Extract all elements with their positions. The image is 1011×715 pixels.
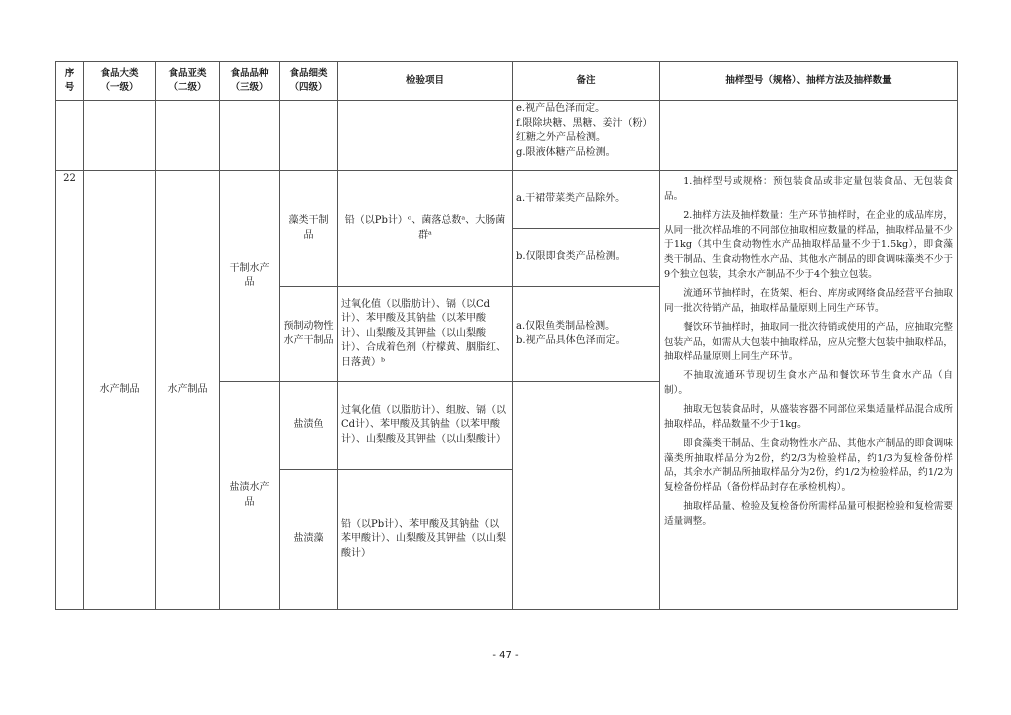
header-seq: 序 号 <box>56 62 84 101</box>
row-cat3-dried: 干制水产 品 <box>220 171 280 382</box>
remarks-salted-empty <box>513 382 660 610</box>
cont-cat3-cell <box>220 101 280 171</box>
cat4-algae-dried: 藻类干制 品 <box>280 171 338 287</box>
items-salted-algae: 铅（以Pb计）、苯甲酸及其钠盐（以苯甲酸计）、山梨酸及其钾盐（以山梨酸计） <box>338 470 513 610</box>
continuation-row <box>56 101 958 171</box>
cont-cat1-cell <box>84 101 156 171</box>
header-cat4: 食品细类 （四级） <box>280 62 338 101</box>
cont-cat4-cell <box>280 101 338 171</box>
remarks-animal-dried: a.仅限鱼类制品检测。 b.视产品具体色泽而定。 <box>513 287 660 382</box>
row-cat2: 水产制品 <box>156 171 220 610</box>
sampling-paragraph: 1.抽样型号或规格：预包装食品或非定量包装食品、无包装食品。 <box>664 176 953 202</box>
table-row <box>56 171 958 229</box>
items-algae-dried: 铅（以Pb计）ᶜ、菌落总数ᵃ、大肠菌群ᵃ <box>338 171 513 287</box>
header-items: 检验项目 <box>338 62 513 101</box>
cont-remark-line: g.限液体糖产品检测。 <box>516 146 616 158</box>
sampling-paragraph: 抽取无包装食品时，从盛装容器不同部位采集适量样品混合成所抽取样品，样品数量不少于1kg。 <box>664 404 953 430</box>
remark-algae-a: a.干裙带菜类产品除外。 <box>513 171 660 229</box>
row-seq: 22 <box>56 171 84 610</box>
page-number: - 47 - <box>492 650 519 661</box>
remark-algae-b: b.仅限即食类产品检测。 <box>513 229 660 287</box>
sampling-paragraph: 餐饮环节抽样时，抽取同一批次待销或使用的产品，应抽取完整包装产品，如需从大包装中抽取样品，应从完整大包装中抽取样品，抽取样品量原则上同生产环节。 <box>664 321 953 363</box>
sampling-paragraph: 不抽取流通环节现切生食水产品和餐饮环节生食水产品（自制）。 <box>664 370 953 397</box>
sampling-paragraph: 即食藻类干制品、生食动物性水产品、其他水产制品的即食调味藻类所抽取样品分为2份，约2/3为检验样品，约1/3为复检备份样品，其余水产制品所抽取样品分为2份，约1/2为检验样品，约1/2为复检备份样品（备份样品封存在承检机构）。 <box>664 437 953 494</box>
cont-remark-line: 红糖之外产品检测。 <box>516 132 606 143</box>
header-cat2: 食品亚类 （二级） <box>156 62 220 101</box>
cont-seq-cell <box>56 101 84 171</box>
cont-remarks-cell <box>513 101 660 171</box>
header-row <box>56 62 958 101</box>
row-cat3-salted: 盐渍水产 品 <box>220 382 280 610</box>
cont-remark-line: e.视产品色泽而定。 <box>516 103 606 114</box>
cat4-animal-dried: 预制动物性 水产干制品 <box>280 287 338 382</box>
items-salted-fish: 过氧化值（以脂肪计）、组胺、镉（以Cd计）、苯甲酸及其钠盐（以苯甲酸计）、山梨酸及其钾盐（以山梨酸计） <box>338 382 513 470</box>
row-cat1: 水产制品 <box>84 171 156 610</box>
cont-items-cell <box>338 101 513 171</box>
header-cat1: 食品大类 （一级） <box>84 62 156 101</box>
cat4-salted-algae: 盐渍藻 <box>280 470 338 610</box>
food-sampling-table <box>55 61 958 610</box>
sampling-paragraph: 抽取样品量、检验及复检备份所需样品量可根据检验和复检需要适量调整。 <box>664 501 953 528</box>
sampling-paragraph: 流通环节抽样时，在货架、柜台、库房或网络食品经营平台抽取同一批次待销产品，抽取样品量原则上同生产环节。 <box>664 288 953 314</box>
cat4-salted-fish: 盐渍鱼 <box>280 382 338 470</box>
header-remarks: 备注 <box>513 62 660 101</box>
cont-cat2-cell <box>156 101 220 171</box>
items-animal-dried: 过氧化值（以脂肪计）、镉（以Cd计）、苯甲酸及其钠盐（以苯甲酸计）、山梨酸及其钾盐（以山梨酸计）、合成着色剂（柠檬黄、胭脂红、日落黄）ᵇ <box>338 287 513 382</box>
sampling-methods-cell <box>660 171 958 610</box>
sampling-paragraph: 2.抽样方法及抽样数量：生产环节抽样时，在企业的成品库房，从同一批次样品堆的不同部位抽取相应数量的样品，抽取样品量不少于1kg（其中生食动物性水产品抽取样品量不少于1.5kg），即食藻类干制品、生食动物性水产品、其他水产制品的即食调味藻类不少于9个独立包装，其余水产制品不少于4个独立包装。 <box>664 209 953 281</box>
header-cat3: 食品品种 （三级） <box>220 62 280 101</box>
header-sampling: 抽样型号（规格）、抽样方法及抽样数量 <box>660 62 958 101</box>
cont-sampling-cell <box>660 101 958 171</box>
cont-remark-line: f.限除块糖、黑糖、姜汁（粉） <box>516 117 653 129</box>
